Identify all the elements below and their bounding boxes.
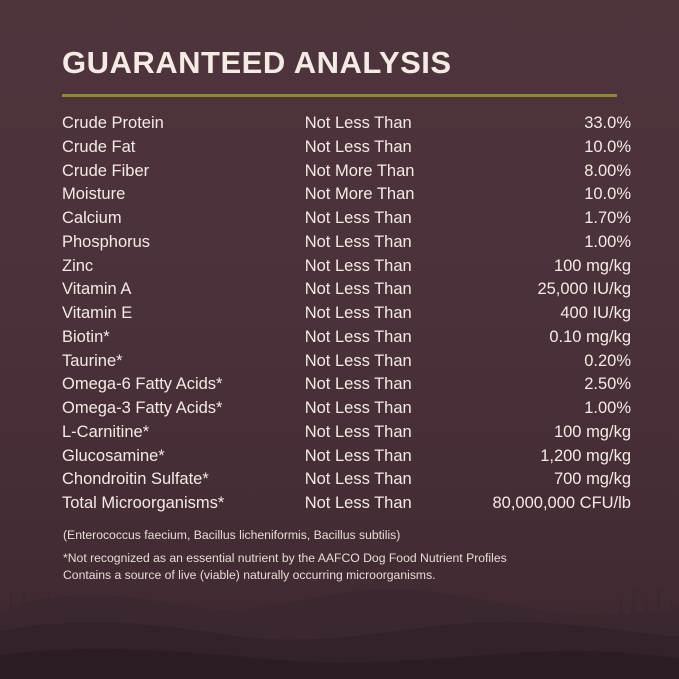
nutrient-name: Vitamin E: [62, 304, 133, 323]
page-title: GUARANTEED ANALYSIS: [62, 45, 452, 80]
nutrient-amount: 400 IU/kg: [560, 304, 631, 323]
table-row: [62, 183, 631, 207]
table-row: [62, 112, 631, 136]
nutrient-amount: 8.00%: [584, 161, 631, 180]
nutrient-qualifier: Not Less Than: [304, 470, 412, 489]
footnote-live-cultures: Contains a source of live (viable) naturally occurring microorganisms.: [63, 567, 436, 582]
nutrient-qualifier: Not More Than: [304, 185, 415, 204]
nutrient-qualifier: Not Less Than: [304, 280, 412, 299]
nutrient-qualifier: Not Less Than: [304, 304, 412, 323]
nutrient-name: Crude Fiber: [62, 161, 150, 180]
nutrient-qualifier: Not Less Than: [304, 137, 412, 156]
nutrient-qualifier: Not Less Than: [304, 327, 412, 346]
nutrient-amount: 0.10 mg/kg: [549, 327, 631, 346]
nutrient-amount: 2.50%: [584, 375, 631, 394]
nutrient-qualifier: Not Less Than: [304, 422, 412, 441]
nutrient-name: Taurine*: [62, 351, 123, 370]
table-row: [62, 421, 631, 445]
nutrient-name: Crude Protein: [62, 114, 164, 133]
nutrient-amount: 1.00%: [584, 232, 631, 251]
table-row: [62, 397, 631, 421]
nutrient-amount: 25,000 IU/kg: [537, 280, 631, 299]
footnote-spacer: [63, 543, 631, 550]
table-row: [62, 350, 631, 374]
nutrient-qualifier: Not Less Than: [304, 256, 412, 275]
nutrient-name: Calcium: [62, 209, 122, 228]
nutrient-amount: 1,200 mg/kg: [540, 446, 631, 465]
table-row: [62, 373, 631, 397]
nutrient-qualifier: Not Less Than: [304, 494, 412, 513]
table-row: [62, 207, 631, 231]
nutrient-amount: 1.00%: [584, 399, 631, 418]
footnote-organisms: (Enterococcus faecium, Bacillus licheniformis, Bacillus subtilis): [63, 527, 401, 542]
table-row: [62, 136, 631, 160]
nutrient-qualifier: Not Less Than: [304, 446, 412, 465]
nutrient-amount: 80,000,000 CFU/lb: [492, 494, 631, 513]
table-row: [62, 326, 631, 350]
nutrient-amount: 10.0%: [584, 185, 631, 204]
table-row: [62, 278, 631, 302]
nutrient-name: Zinc: [62, 256, 94, 275]
nutrient-name: Moisture: [62, 185, 126, 204]
nutrient-amount: 700 mg/kg: [553, 470, 631, 489]
table-row: [62, 468, 631, 492]
nutrient-amount: 0.20%: [584, 351, 631, 370]
nutrient-name: Phosphorus: [62, 232, 151, 251]
nutrient-qualifier: Not Less Than: [304, 351, 412, 370]
nutrient-qualifier: Not More Than: [304, 161, 415, 180]
table-row: [62, 445, 631, 469]
nutrient-name: Biotin*: [62, 327, 110, 346]
table-body: [62, 112, 631, 516]
nutrient-amount: 10.0%: [584, 137, 631, 156]
table-row: [62, 302, 631, 326]
nutrient-amount: 100 mg/kg: [553, 422, 631, 441]
table-row: [62, 160, 631, 184]
nutrient-qualifier: Not Less Than: [304, 209, 412, 228]
nutrient-name: Vitamin A: [62, 280, 132, 299]
nutrient-name: L-Carnitine*: [62, 422, 150, 441]
footnotes: [63, 527, 631, 583]
nutrient-amount: 1.70%: [584, 209, 631, 228]
nutrient-amount: 100 mg/kg: [553, 256, 631, 275]
nutrient-qualifier: Not Less Than: [304, 375, 412, 394]
table-row: [62, 231, 631, 255]
table-row: [62, 255, 631, 279]
nutrient-qualifier: Not Less Than: [304, 399, 412, 418]
footnote-asterisk: *Not recognized as an essential nutrient by the AAFCO Dog Food Nutrient Profiles: [63, 551, 507, 566]
nutrient-name: Omega-6 Fatty Acids*: [62, 375, 223, 394]
nutrient-qualifier: Not Less Than: [304, 232, 412, 251]
guaranteed-analysis-table: [62, 112, 631, 516]
table-row: [62, 492, 631, 516]
nutrient-amount: 33.0%: [584, 114, 631, 133]
nutrient-name: Glucosamine*: [62, 446, 165, 465]
title-divider: [62, 94, 617, 97]
nutrient-name: Omega-3 Fatty Acids*: [62, 399, 223, 418]
nutrient-name: Chondroitin Sulfate*: [62, 470, 209, 489]
nutrient-name: Total Microorganisms*: [62, 494, 225, 513]
nutrient-name: Crude Fat: [62, 137, 136, 156]
nutrient-qualifier: Not Less Than: [304, 114, 412, 133]
